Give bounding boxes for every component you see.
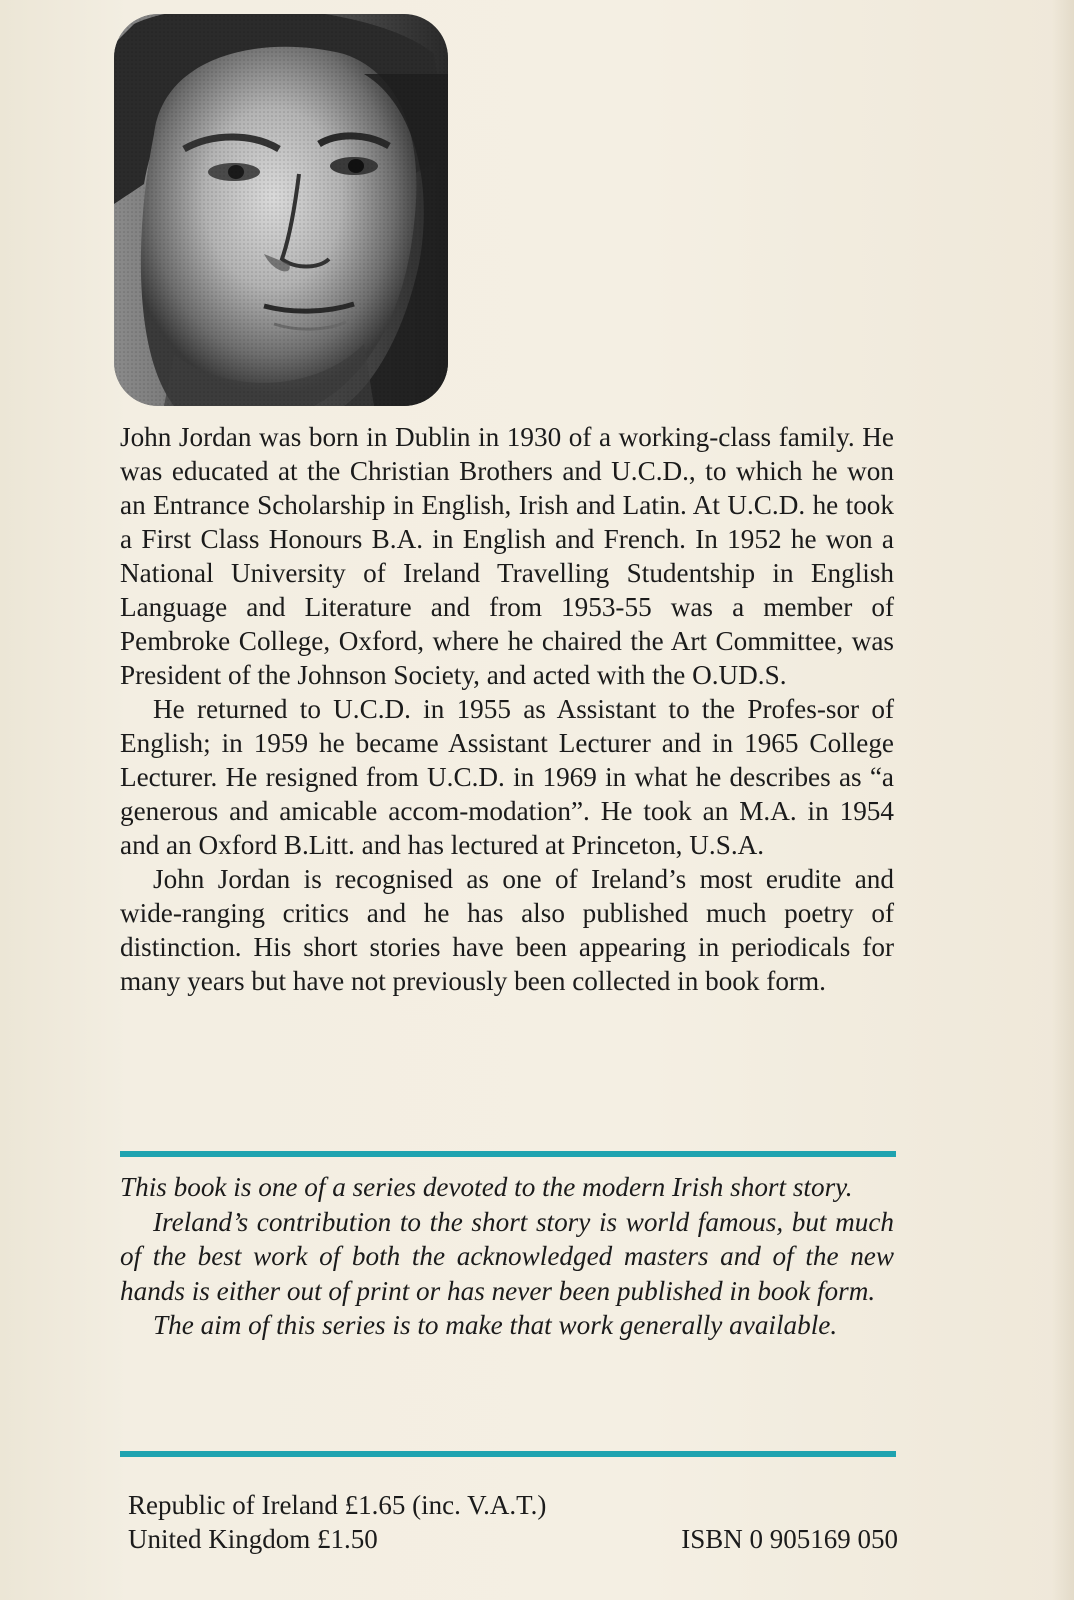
author-biography [120,420,894,998]
bio-paragraph: John Jordan is recognised as one of Ireland’s most erudite and wide-ranging critics and he has also published much poetry of distinction. His short stories have been appearing in periodicals for many years but have not previously been collected in book form. [120,864,894,996]
divider-rule-top [120,1151,896,1157]
series-paragraph: The aim of this series is to make that work generally available. [153,1310,838,1340]
author-portrait-photo [114,14,448,406]
divider-rule-bottom [120,1451,896,1457]
bio-paragraph: He returned to U.C.D. in 1955 as Assistant to the Profes-sor of English; in 1959 he became Assistant Lecturer and in 1965 College Lecturer. He resigned from U.C.D. in 1969 in what he describes as “a generous and amicable accom-modation”. He took an M.A. in 1954 and an Oxford B.Litt. and has lectured at Princeton, U.S.A. [120,694,894,860]
bio-paragraph: John Jordan was born in Dublin in 1930 of a working-class family. He was educated at the Christian Brothers and U.C.D., to which he won an Entrance Scholarship in English, Irish and Latin. At U.C.D. he took a First Class Honours B.A. in English and French. In 1952 he won a National University of Ireland Travelling Studentship in English Language and Literature and from 1953-55 was a member of Pembroke College, Oxford, where he chaired the Art Committee, was President of the Johnson Society, and acted with the O.UD.S. [120,422,894,690]
isbn: ISBN 0 905169 050 [681,1524,898,1554]
series-description [120,1170,894,1343]
series-paragraph: Ireland’s contribution to the short story is world famous, but much of the best work of both the acknowledged masters and of the new hands is either out of print or has never been published in book form. [120,1206,894,1306]
portrait-icon [114,14,448,406]
price-ireland: Republic of Ireland £1.65 (inc. V.A.T.) [128,1490,547,1520]
price-uk: United Kingdom £1.50 [128,1524,378,1554]
series-paragraph: This book is one of a series devoted to the modern Irish short story. [120,1172,853,1202]
price-row [128,1522,898,1556]
